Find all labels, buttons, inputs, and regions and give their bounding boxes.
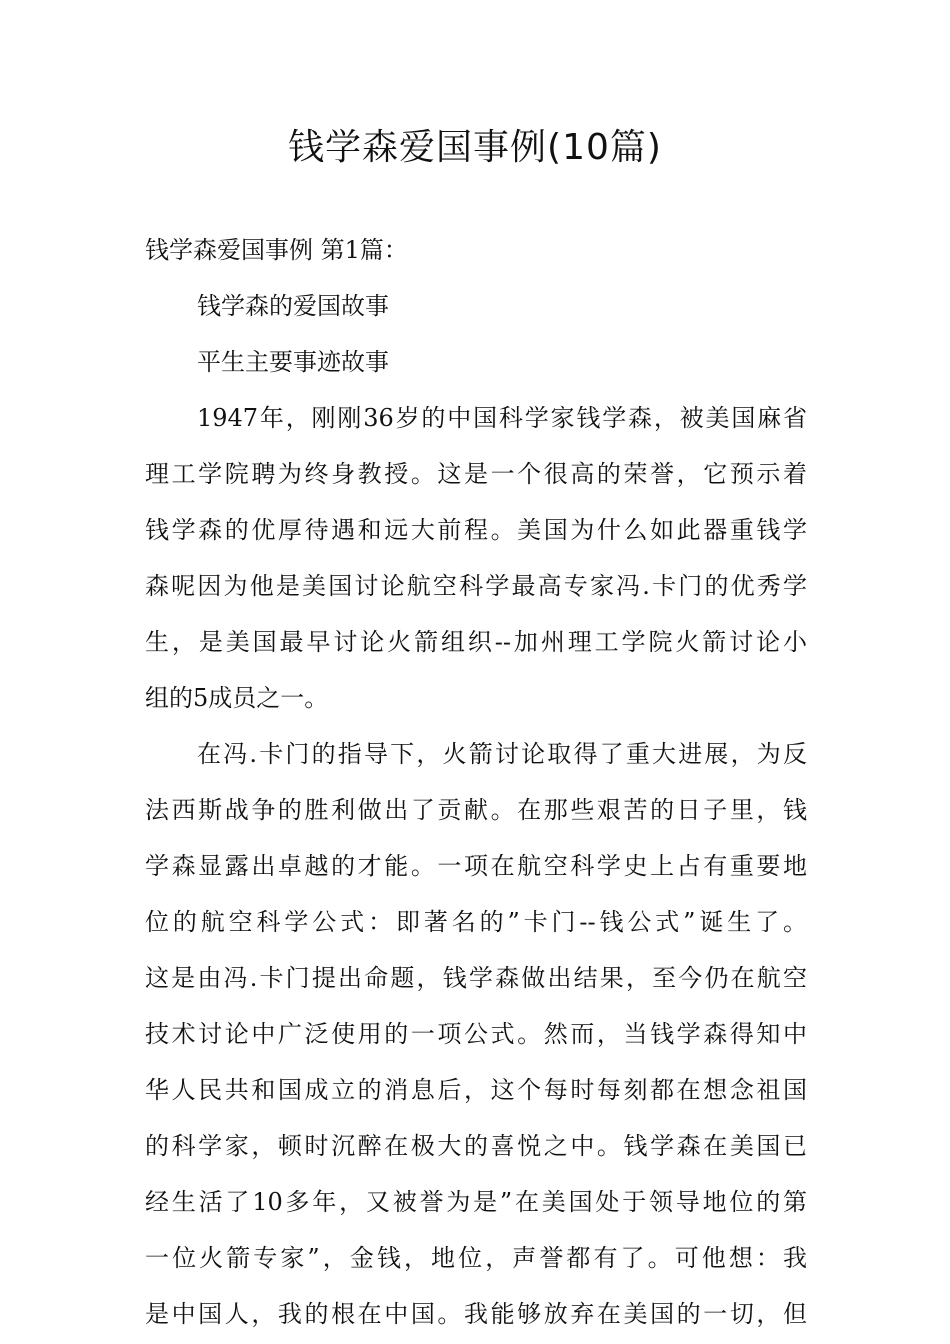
paragraph-line: 钱学森的优厚待遇和远大前程。美国为什么如此器重钱学 xyxy=(145,516,807,544)
paragraph-line: 技术讨论中广泛使用的一项公式。然而，当钱学森得知中 xyxy=(145,1020,807,1048)
paragraph-line: 在冯.卡门的指导下，火箭讨论取得了重大进展，为反 xyxy=(197,740,807,768)
paragraph-line: 森呢因为他是美国讨论航空科学最高专家冯.卡门的优秀学 xyxy=(145,572,807,600)
paragraph xyxy=(145,390,807,726)
paragraph-line: 位的航空科学公式：即著名的”卡门--钱公式”诞生了。 xyxy=(145,908,807,936)
subheading-story: 钱学森的爱国故事 xyxy=(197,292,389,320)
paragraph-line: 理工学院聘为终身教授。这是一个很高的荣誉，它预示着 xyxy=(145,460,807,488)
paragraph-line: 1947年，刚刚36岁的中国科学家钱学森，被美国麻省 xyxy=(197,404,807,432)
paragraph-line: 学森显露出卓越的才能。一项在航空科学史上占有重要地 xyxy=(145,852,807,880)
paragraph-line: 这是由冯.卡门提出命题，钱学森做出结果，至今仍在航空 xyxy=(145,964,807,992)
paragraph-line: 经生活了10多年，又被誉为是”在美国处于领导地位的第 xyxy=(145,1188,807,1216)
paragraph-line: 华人民共和国成立的消息后，这个每时每刻都在想念祖国 xyxy=(145,1076,807,1104)
paragraph-line: 法西斯战争的胜利做出了贡献。在那些艰苦的日子里，钱 xyxy=(145,796,807,824)
paragraph-line: 组的5成员之一。 xyxy=(145,684,329,712)
document-title: 钱学森爱国事例(10篇) xyxy=(288,127,662,168)
document-body xyxy=(145,222,807,1342)
paragraph-line: 生，是美国最早讨论火箭组织--加州理工学院火箭讨论小 xyxy=(145,628,807,656)
paragraph xyxy=(145,726,807,1342)
subheading-deeds: 平生主要事迹故事 xyxy=(197,348,389,376)
paragraph-line: 一位火箭专家”，金钱，地位，声誉都有了。可他想：我 xyxy=(145,1244,807,1272)
paragraph-line: 是中国人，我的根在中国。我能够放弃在美国的一切，但 xyxy=(145,1300,807,1328)
paragraph-line: 的科学家，顿时沉醉在极大的喜悦之中。钱学森在美国已 xyxy=(145,1132,807,1160)
section-label: 钱学森爱国事例 第1篇： xyxy=(145,236,408,264)
